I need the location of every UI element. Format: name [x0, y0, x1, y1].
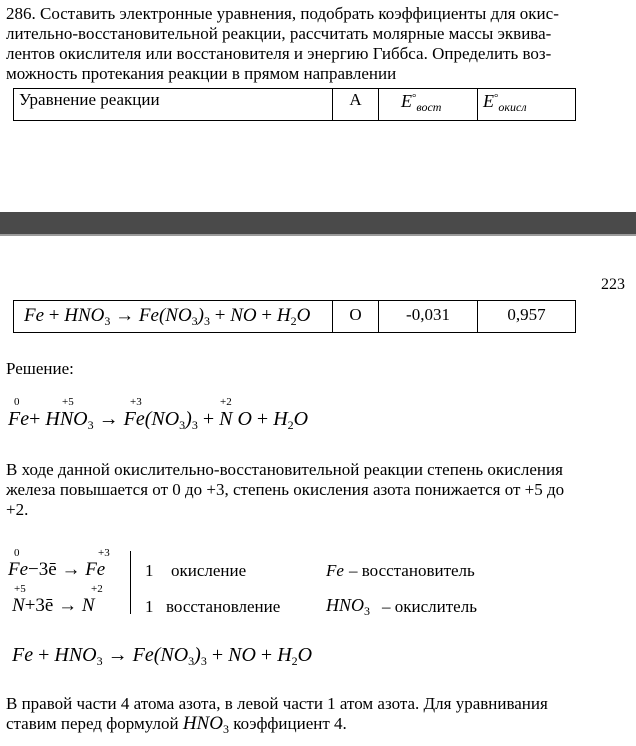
- row-ered-cell: [379, 301, 478, 333]
- half-reactions: [0, 545, 636, 620]
- row-equation-cell: [14, 301, 333, 333]
- final-line: В правой части 4 атома азота, в левой части 1 атом азота. Для уравнивания: [6, 694, 548, 713]
- solution-label: Решение:: [6, 359, 74, 378]
- ox-state-n-right: +2: [220, 396, 232, 408]
- page-number: 223: [601, 276, 625, 293]
- half1-agent-formula: Fe: [326, 561, 344, 580]
- row-a-value: О: [349, 305, 362, 324]
- final-formula: $HNO_3$: [182, 713, 229, 736]
- explanation-line: В ходе данной окислительно-восстановительной реакции степень окисления: [6, 460, 563, 479]
- row-a-cell: [333, 301, 379, 333]
- header-equation-cell: [14, 89, 333, 121]
- reaction-table-header: [13, 88, 576, 121]
- task-line: лентов окислителя или восстановителя и энергию Гиббса. Определить воз-: [6, 44, 552, 63]
- header-eox-cell: [478, 89, 576, 121]
- header-ered-cell: [379, 89, 478, 121]
- half-reaction-divider: [130, 551, 131, 614]
- half1-ox-right: +3: [98, 547, 110, 559]
- header-a-label: А: [349, 90, 362, 109]
- ox-state-fe-right: +3: [130, 396, 142, 408]
- half2-ox-right: +2: [91, 583, 103, 595]
- half2-agent-role: – окислитель: [382, 597, 477, 616]
- page-break-line: [0, 234, 636, 236]
- half1-agent-role: – восстановитель: [349, 561, 475, 580]
- explanation-line: +2.: [6, 500, 29, 519]
- reaction-table-row: [13, 300, 576, 333]
- half2-agent-formula: $HNO_3$: [326, 595, 371, 618]
- explanation-line: железа повышается от 0 до +3, степень окисления азота понижается от +5 до: [6, 480, 565, 499]
- half2-process: восстановление: [166, 597, 281, 616]
- half1-equation: Fe−3ē → Fe: [8, 559, 106, 580]
- explanation: [6, 460, 564, 520]
- ox-state-n-left: +5: [62, 396, 74, 408]
- half2-ox-left: +5: [14, 583, 26, 595]
- task-line: можность протекания реакции в прямом направлении: [6, 64, 397, 83]
- row-eox-value: 0,957: [507, 305, 546, 324]
- final-line: ставим перед формулой $HNO_3$ коэффициент 4.: [6, 713, 347, 736]
- task-line: лительно-восстановительной реакции, рассчитать молярные массы эквива-: [6, 24, 552, 43]
- oxidation-equation-formula: $Fe+ HNO_3 \to Fe(NO_3)_3 + N$ $O + H_2O$: [8, 408, 309, 432]
- half1-process: окисление: [171, 561, 247, 580]
- header-ered-label: $E^\circ_{вост}$: [401, 91, 442, 114]
- task-line: 286. Составить электронные уравнения, подобрать коэффициенты для окис-: [6, 4, 559, 23]
- row-equation: $Fe + HNO_3 \to Fe(NO_3)_3$ + NO + $H_2O$: [24, 305, 311, 328]
- task-statement: [6, 4, 559, 84]
- header-a-cell: [333, 89, 379, 121]
- header-equation-label: Уравнение реакции: [19, 90, 160, 109]
- oxidation-equation: [0, 394, 636, 444]
- page-break-band: [0, 212, 636, 234]
- row-ered-value: -0,031: [406, 305, 450, 324]
- half1-ox-left: 0: [14, 547, 20, 559]
- balanced-equation: $Fe + HNO_3 \to Fe(NO_3)_3$ + NO + $H_2O$: [12, 644, 313, 668]
- header-eox-label: $E^\circ_{окисл}$: [483, 91, 527, 114]
- half2-equation: N+3ē → N: [12, 595, 95, 616]
- final-paragraph: [6, 694, 548, 734]
- ox-state-fe: 0: [14, 396, 20, 408]
- half2-coef: 1: [145, 597, 154, 616]
- row-eox-cell: [478, 301, 576, 333]
- half1-coef: 1: [145, 561, 154, 580]
